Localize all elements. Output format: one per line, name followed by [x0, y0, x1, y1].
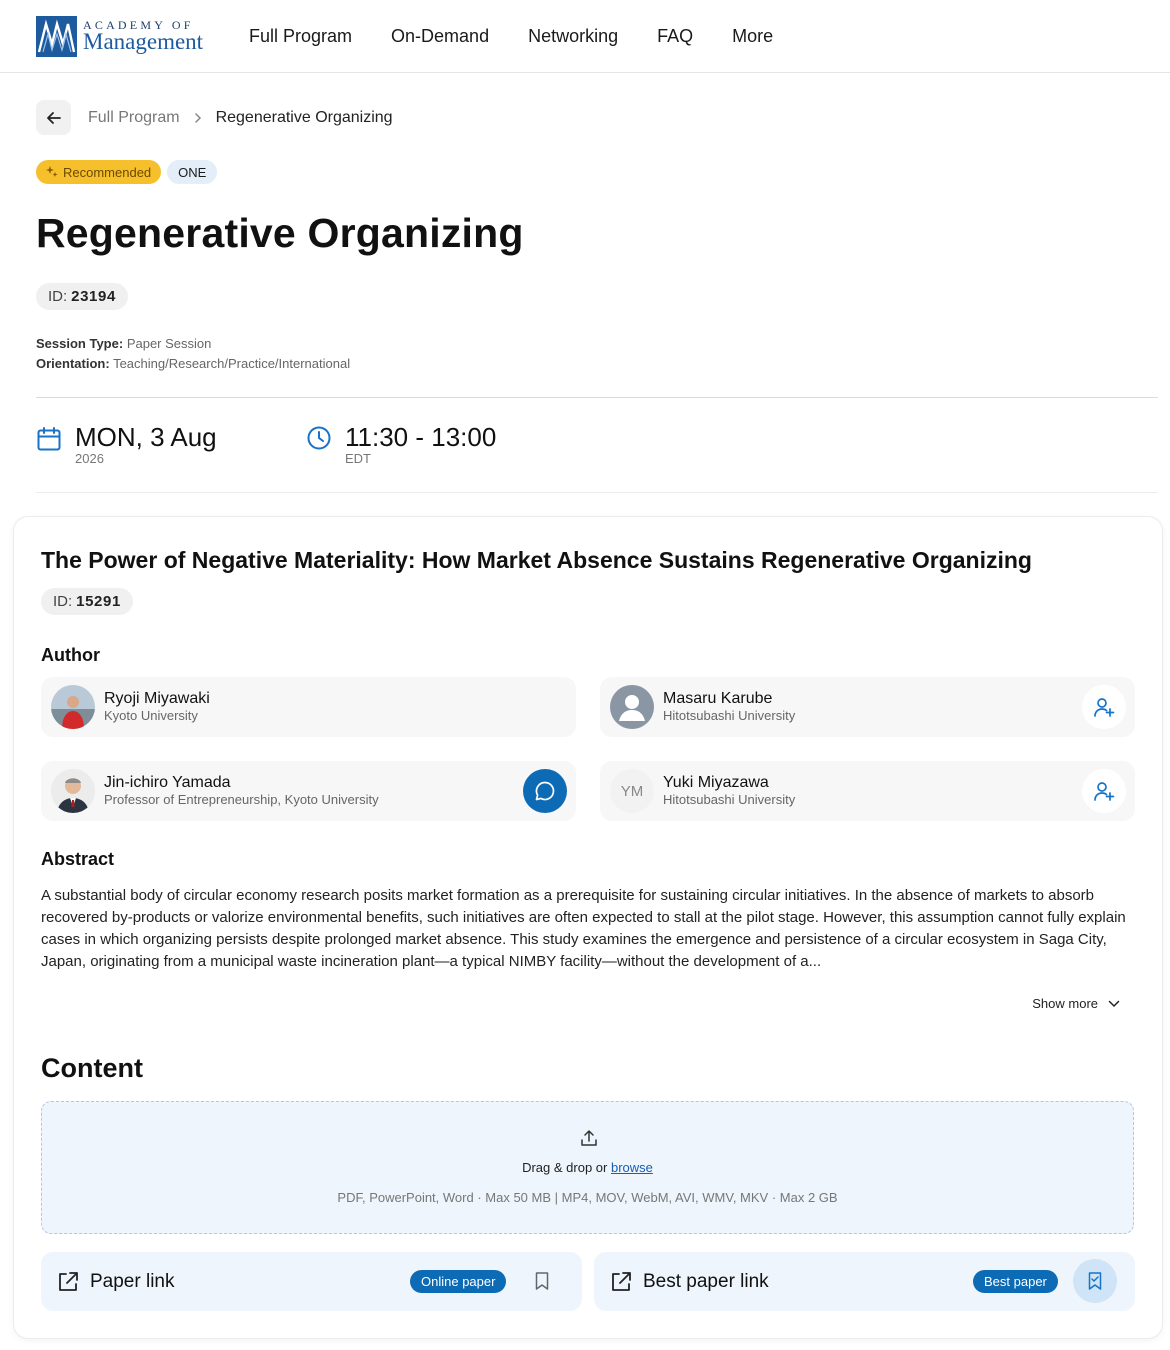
abstract-text: A substantial body of circular economy research posits market formation as a prerequisite for sustaining circular initiatives. In the absence of markets to absorb recovered by-products or valorize environmental benefits, such initiatives are often expected to stall at the pilot stage. However, this assumption cannot fully explain cases in which organizing persists despite prolonged market absence. This study examines the emergence and persistence of a circular ecosystem in Saga City, Japan, originating from a municipal waste incineration plant—a typical NIMBY facility—without the development of a...	[41, 887, 1126, 970]
author-card[interactable]	[41, 761, 576, 821]
logo-text-bottom: Management	[83, 29, 204, 54]
session-time-text: 11:30 - 13:00	[345, 422, 497, 452]
author-name: Yuki Miyazawa	[663, 774, 769, 791]
user-plus-icon	[1093, 780, 1115, 802]
orientation-value: Teaching/Research/Practice/International	[113, 356, 351, 371]
author-affiliation: Hitotsubashi University	[663, 792, 796, 807]
paper-link-card[interactable]	[41, 1252, 582, 1311]
session-badges	[36, 160, 217, 184]
session-date-text: MON, 3 Aug	[75, 422, 217, 452]
paper-title[interactable]: The Power of Negative Materiality: How Market Absence Sustains Regenerative Organizing	[41, 547, 1032, 573]
session-date	[36, 422, 217, 466]
external-link-icon	[609, 1270, 633, 1294]
author-photo	[51, 685, 95, 729]
session-timezone: EDT	[345, 451, 371, 466]
online-paper-badge: Online paper	[410, 1270, 506, 1293]
dropzone-formats: PDF, PowerPoint, Word · Max 50 MB | MP4, MOV, WebM, AVI, WMV, MKV · Max 2 GB	[337, 1190, 838, 1205]
session-id-value: 23194	[71, 288, 116, 305]
track-badge: ONE	[167, 160, 217, 184]
orientation-label: Orientation:	[36, 356, 110, 371]
session-id-label: ID:	[48, 288, 68, 305]
user-plus-icon	[1093, 696, 1115, 718]
main-nav	[249, 26, 812, 47]
author-name: Masaru Karube	[663, 690, 773, 707]
file-dropzone[interactable]	[41, 1101, 1134, 1234]
paper-card	[14, 517, 1162, 1338]
paper-id-label: ID:	[53, 593, 73, 610]
author-initials-avatar: YM	[610, 769, 654, 813]
author-name: Jin-ichiro Yamada	[104, 774, 231, 791]
aom-logo[interactable]	[36, 16, 249, 57]
breadcrumb-parent-link[interactable]: Full Program	[88, 108, 180, 126]
recommended-badge	[36, 160, 161, 184]
nav-on-demand[interactable]: On-Demand	[391, 25, 490, 46]
best-paper-badge: Best paper	[973, 1270, 1058, 1293]
browse-link[interactable]: browse	[610, 1160, 653, 1175]
chevron-right-icon	[194, 112, 202, 124]
calendar-icon	[36, 426, 62, 452]
top-header	[0, 0, 1170, 73]
message-button[interactable]	[523, 769, 567, 813]
arrow-left-icon	[45, 109, 63, 127]
bookmark-icon	[534, 1271, 550, 1291]
default-user-avatar-icon	[610, 685, 654, 729]
session-time	[306, 422, 496, 466]
divider	[36, 397, 1158, 398]
logo-text-top: ACADEMY OF	[83, 18, 194, 32]
show-more-button[interactable]	[1032, 996, 1120, 1011]
abstract-heading: Abstract	[41, 849, 115, 869]
aom-logo-mark-icon	[36, 16, 77, 57]
show-more-label: Show more	[1032, 996, 1098, 1011]
add-contact-button[interactable]	[1082, 769, 1126, 813]
nav-faq[interactable]: FAQ	[657, 25, 694, 46]
nav-networking[interactable]: Networking	[528, 25, 619, 46]
sparkle-icon	[45, 165, 59, 179]
dropzone-instruction: Drag & drop or	[522, 1160, 608, 1175]
author-photo	[51, 769, 95, 813]
author-heading: Author	[41, 645, 100, 665]
bookmark-check-button[interactable]	[1073, 1259, 1117, 1303]
session-meta	[36, 334, 350, 374]
author-name: Ryoji Miyawaki	[104, 690, 210, 707]
author-affiliation: Kyoto University	[104, 708, 198, 723]
back-button[interactable]	[36, 100, 71, 135]
external-link-icon	[56, 1270, 80, 1294]
session-type-label: Session Type:	[36, 336, 124, 351]
best-paper-link-label: Best paper link	[643, 1270, 769, 1292]
paper-link-label: Paper link	[90, 1270, 175, 1292]
page-title: Regenerative Organizing	[36, 210, 524, 256]
recommended-badge-label: Recommended	[63, 164, 152, 180]
chat-bubble-icon	[534, 780, 556, 802]
bookmark-button[interactable]	[520, 1259, 564, 1303]
chevron-down-icon	[1108, 1000, 1120, 1008]
best-paper-link-card[interactable]	[594, 1252, 1135, 1311]
add-contact-button[interactable]	[1082, 685, 1126, 729]
author-card[interactable]	[600, 761, 1135, 821]
paper-id-value: 15291	[76, 593, 121, 610]
bookmark-check-icon	[1087, 1271, 1103, 1291]
content-heading: Content	[41, 1053, 143, 1083]
session-id-pill	[36, 283, 128, 310]
author-card[interactable]	[41, 677, 576, 737]
session-year: 2026	[75, 451, 104, 466]
clock-icon	[306, 425, 332, 451]
upload-icon	[580, 1129, 598, 1147]
breadcrumb-current: Regenerative Organizing	[215, 108, 393, 126]
author-affiliation: Hitotsubashi University	[663, 708, 796, 723]
author-affiliation: Professor of Entrepreneurship, Kyoto University	[104, 792, 379, 807]
breadcrumb	[36, 100, 393, 135]
nav-more[interactable]: More	[732, 25, 774, 46]
nav-full-program[interactable]: Full Program	[249, 25, 353, 46]
paper-id-pill	[41, 588, 133, 615]
divider	[36, 492, 1158, 493]
author-card[interactable]	[600, 677, 1135, 737]
session-type-value: Paper Session	[126, 336, 212, 351]
